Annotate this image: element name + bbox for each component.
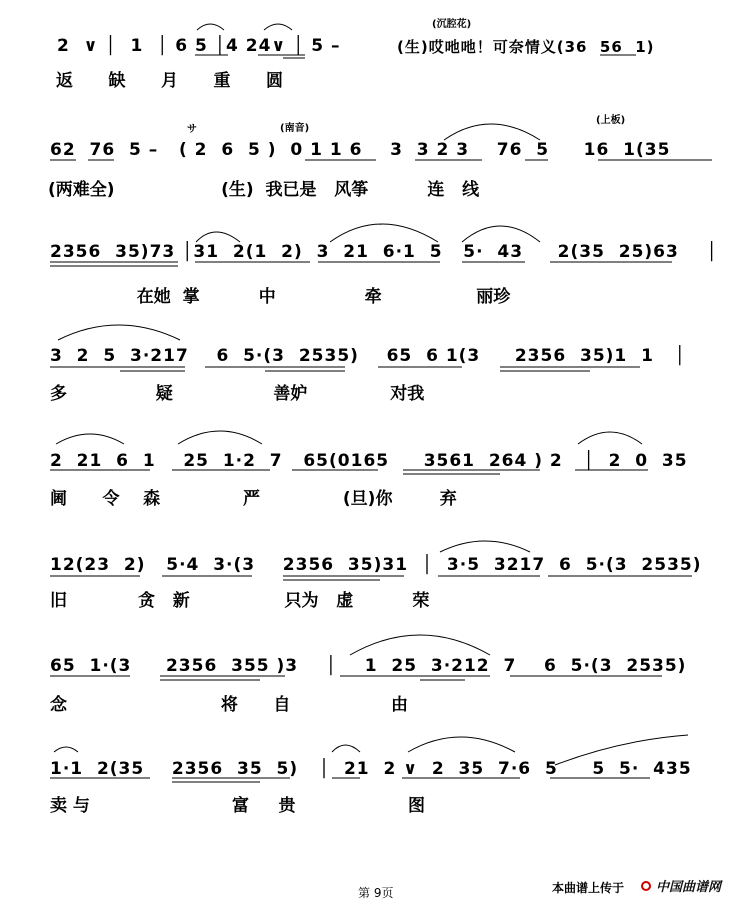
slur <box>54 747 78 752</box>
slur <box>178 431 262 444</box>
notation-line: 65 1·(3 2356 355 )3 │ 1 25 3·212 7 6 5·(3 2535) <box>50 656 687 676</box>
notation-line: 2 21 6 1 25 1·2 7 65(0165 3561 264 ) 2 │ 2 0 35 <box>50 451 688 471</box>
slur <box>56 434 124 444</box>
notation-line-right: (生)哎吔吔！可奈情义(36 56 1) <box>397 38 655 56</box>
slur <box>264 24 292 30</box>
notation-line: 3 2 5 3·217 6 5·(3 2535) 65 6 1(3 2356 35)1 1 │ <box>50 346 686 366</box>
site-logo: 中国曲谱网 <box>656 880 722 895</box>
lyrics-line: 在她 掌 中 牵 丽珍 <box>48 287 511 307</box>
slur <box>578 432 642 444</box>
lyrics-line: 卖 与 富 贵 图 <box>50 796 426 816</box>
tempo-mark: サ <box>187 124 197 135</box>
lyrics-line: (两难全) (生) 我已是 风筝 连 线 <box>48 180 480 200</box>
section-annotation: (南音) <box>280 123 310 134</box>
site-logo-icon <box>640 880 654 892</box>
lyrics-line: 旧 贪 新 只为 虚 荣 <box>50 591 430 611</box>
slur <box>332 745 360 752</box>
notation-line: 1·1 2(35 2356 35 5) │ 21 2 ∨ 2 35 7·6 5 5 5· 435 <box>50 759 692 779</box>
lyrics-line: 阃 令 森 严 (旦)你 弃 <box>50 489 457 509</box>
slur <box>196 232 240 242</box>
slur <box>408 737 515 752</box>
slur <box>197 24 224 30</box>
notation-line: 12(23 2) 5·4 3·(3 2356 35)31 │ 3·5 3217 6 5·(3 2535) <box>50 555 702 575</box>
slur <box>350 635 490 655</box>
upload-note: 本曲谱上传于 <box>552 881 625 895</box>
slur <box>440 541 530 552</box>
slur <box>444 124 540 140</box>
lyrics-line: 念 将 自 由 <box>50 695 409 715</box>
notation-line: 62 76 5 – ( 2 6 5 ) 0 1 1 6 3 3 2 3 76 5 16 1(35 <box>50 140 671 160</box>
lyrics-line: 返 缺 月 重 圆 <box>56 71 284 91</box>
slur <box>462 226 540 242</box>
lyrics-line: 多 疑 善妒 对我 <box>50 384 425 404</box>
section-annotation: (上板) <box>596 115 626 126</box>
notation-line: 2 ∨ │ 1 │ 6 5 │4 24∨ │ 5 – <box>57 36 341 56</box>
slur <box>58 325 180 340</box>
slur <box>555 735 688 765</box>
slur <box>330 224 438 242</box>
section-annotation: (沉腔花) <box>432 19 472 30</box>
page-number: 第 9页 <box>358 886 394 900</box>
notation-line: 2356 35)73 │31 2(1 2) 3 21 6·1 5 5· 43 2(35 25)63 │ <box>50 242 718 262</box>
